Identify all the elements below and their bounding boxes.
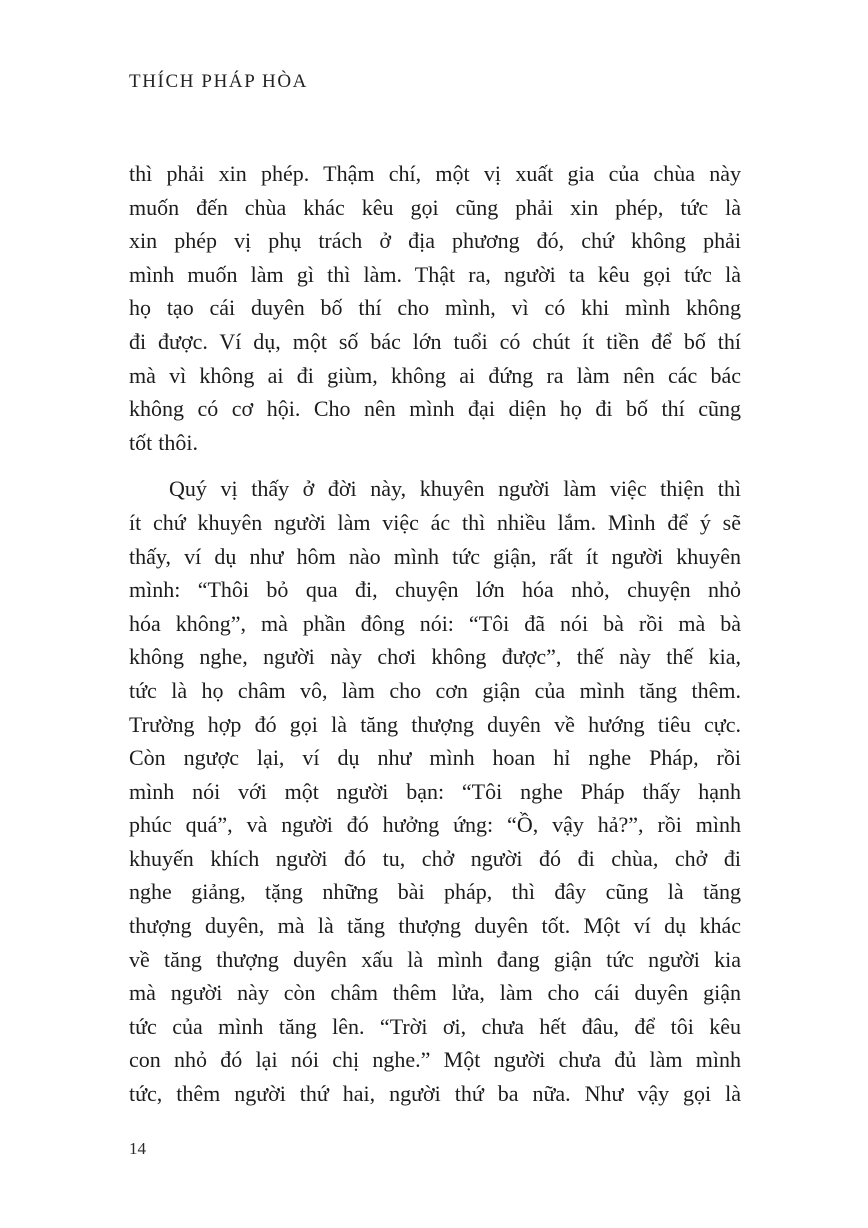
text-line: mình: “Thôi bỏ qua đi, chuyện lớn hóa nhỏ, chuyện nhỏ [129, 577, 741, 603]
text-line: tốt thôi. [129, 429, 198, 455]
text-line: mình nói với một người bạn: “Tôi nghe Pháp thấy hạnh [129, 778, 741, 804]
text-line: về tăng thượng duyên xấu là mình đang giận tức người kia [129, 946, 741, 972]
page-number: 14 [129, 1139, 146, 1158]
paragraph [129, 157, 741, 459]
text-line: khuyến khích người đó tu, chở người đó đi chùa, chở đi [129, 845, 741, 871]
paragraph [129, 472, 741, 1110]
text-line: mình muốn làm gì thì làm. Thật ra, người ta kêu gọi tức là [129, 261, 741, 287]
body-text [129, 157, 741, 1111]
text-line: mà người này còn châm thêm lửa, làm cho cái duyên giận [129, 980, 741, 1006]
text-line: Quý vị thấy ở đời này, khuyên người làm việc thiện thì [169, 476, 741, 502]
text-line: con nhỏ đó lại nói chị nghe.” Một người chưa đủ làm mình [129, 1047, 741, 1073]
text-line: thượng duyên, mà là tăng thượng duyên tốt. Một ví dụ khác [129, 913, 741, 939]
text-line: Còn ngược lại, ví dụ như mình hoan hỉ nghe Pháp, rồi [129, 745, 741, 771]
text-line: thì phải xin phép. Thậm chí, một vị xuất gia của chùa này [129, 161, 741, 186]
text-line: mà vì không ai đi giùm, không ai đứng ra làm nên các bác [129, 362, 741, 388]
text-line: nghe giảng, tặng những bài pháp, thì đây cũng là tăng [129, 879, 741, 905]
text-line: hóa không”, mà phần đông nói: “Tôi đã nói bà rồi mà bà [129, 610, 741, 636]
text-line: thấy, ví dụ như hôm nào mình tức giận, rất ít người khuyên [129, 543, 741, 569]
text-line: không có cơ hội. Cho nên mình đại diện họ đi bố thí cũng [129, 396, 741, 422]
text-line: xin phép vị phụ trách ở địa phương đó, chứ không phải [129, 228, 741, 254]
text-line: tức là họ châm vô, làm cho cơn giận của mình tăng thêm. [129, 677, 741, 703]
text-line: muốn đến chùa khác kêu gọi cũng phải xin phép, tức là [129, 194, 741, 220]
text-line: họ tạo cái duyên bố thí cho mình, vì có khi mình không [129, 295, 741, 321]
text-line: tức của mình tăng lên. “Trời ơi, chưa hết đâu, để tôi kêu [129, 1013, 741, 1039]
running-header: THÍCH PHÁP HÒA [129, 71, 308, 92]
text-line: đi được. Ví dụ, một số bác lớn tuổi có chút ít tiền để bố thí [129, 328, 741, 354]
text-line: phúc quá”, và người đó hưởng ứng: “Ồ, vậy hả?”, rồi mình [129, 812, 741, 838]
text-line: không nghe, người này chơi không được”, thế này thế kia, [129, 644, 741, 670]
text-line: Trường hợp đó gọi là tăng thượng duyên về hướng tiêu cực. [129, 711, 741, 737]
text-line: tức, thêm người thứ hai, người thứ ba nữa. Như vậy gọi là [129, 1081, 741, 1107]
text-line: ít chứ khuyên người làm việc ác thì nhiều lắm. Mình để ý sẽ [129, 509, 741, 535]
